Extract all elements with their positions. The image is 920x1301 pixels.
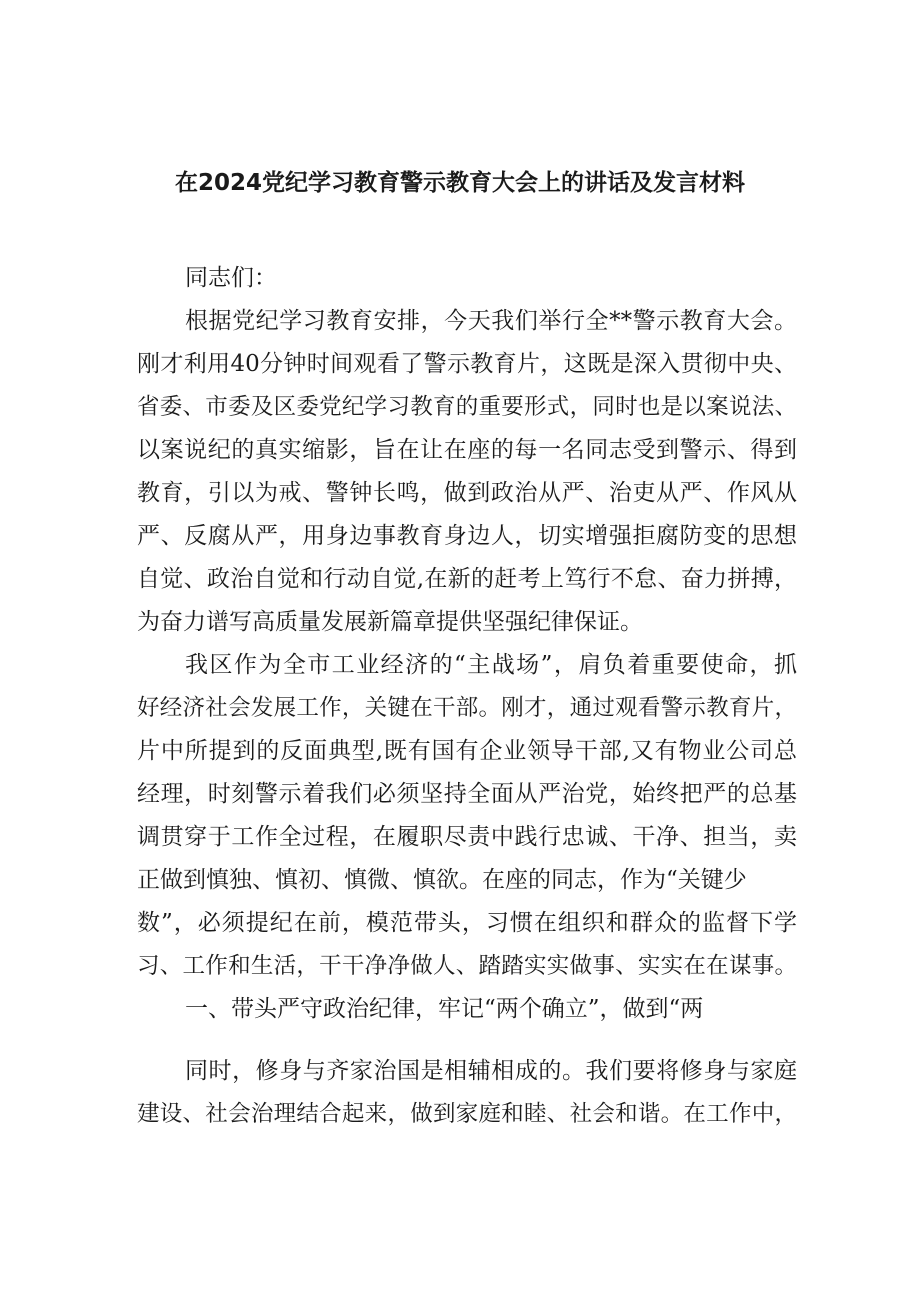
paragraph-1-line-3: 省委、市委及区委党纪学习教育的重要形式，同时也是以案说法、 <box>137 394 797 420</box>
paragraph-1-line-2: 刚才利用40分钟时间观看了警示教育片，这既是深入贯彻中央、 <box>137 351 797 377</box>
paragraph-2-line-1: 我区作为全市工业经济的“主战场”，肩负着重要使命，抓 <box>185 652 797 678</box>
document-title: 在2024党纪学习教育警示教育大会上的讲话及发言材料 <box>174 170 745 196</box>
paragraph-2-line-4: 经理，时刻警示着我们必须坚持全面从严治党，始终把严的总基 <box>137 781 797 807</box>
paragraph-2-line-7: 数”，必须提纪在前，模范带头，习惯在组织和群众的监督下学 <box>137 910 797 936</box>
section-heading-1: 一、带头严守政治纪律，牢记“两个确立”，做到“两 <box>185 996 704 1022</box>
paragraph-1-line-4: 以案说纪的真实缩影，旨在让在座的每一名同志受到警示、得到 <box>137 437 797 463</box>
paragraph-2-line-8: 习、工作和生活，干干净净做人、踏踏实实做事、实实在在谋事。 <box>137 953 797 979</box>
paragraph-1-line-8: 为奋力谱写高质量发展新篇章提供坚强纪律保证。 <box>137 609 643 635</box>
salutation: 同志们： <box>185 265 277 291</box>
paragraph-1-line-1: 根据党纪学习教育安排，今天我们举行全**警示教育大会。 <box>185 308 797 334</box>
paragraph-2-line-5: 调贯穿于工作全过程，在履职尽责中践行忠诚、干净、担当，卖 <box>137 824 797 850</box>
paragraph-2-line-3: 片中所提到的反面典型,既有国有企业领导干部,又有物业公司总 <box>137 738 797 764</box>
paragraph-2-line-6: 正做到慎独、慎初、慎微、慎欲。在座的同志，作为“关键少 <box>137 867 747 893</box>
paragraph-3-line-1: 同时，修身与齐家治国是相辅相成的。我们要将修身与家庭 <box>185 1058 797 1084</box>
paragraph-1-line-7: 自觉、政治自觉和行动自觉,在新的赶考上笃行不怠、奋力拼搏， <box>137 566 797 592</box>
paragraph-2-line-2: 好经济社会发展工作，关键在干部。刚才，通过观看警示教育片， <box>137 695 797 721</box>
paragraph-1-line-6: 严、反腐从严，用身边事教育身边人，切实增强拒腐防变的思想 <box>137 523 797 549</box>
paragraph-1-line-5: 教育，引以为戒、警钟长鸣，做到政治从严、治吏从严、作风从 <box>137 480 797 506</box>
paragraph-3-line-2: 建设、社会治理结合起来，做到家庭和睦、社会和谐。在工作中， <box>137 1101 797 1127</box>
